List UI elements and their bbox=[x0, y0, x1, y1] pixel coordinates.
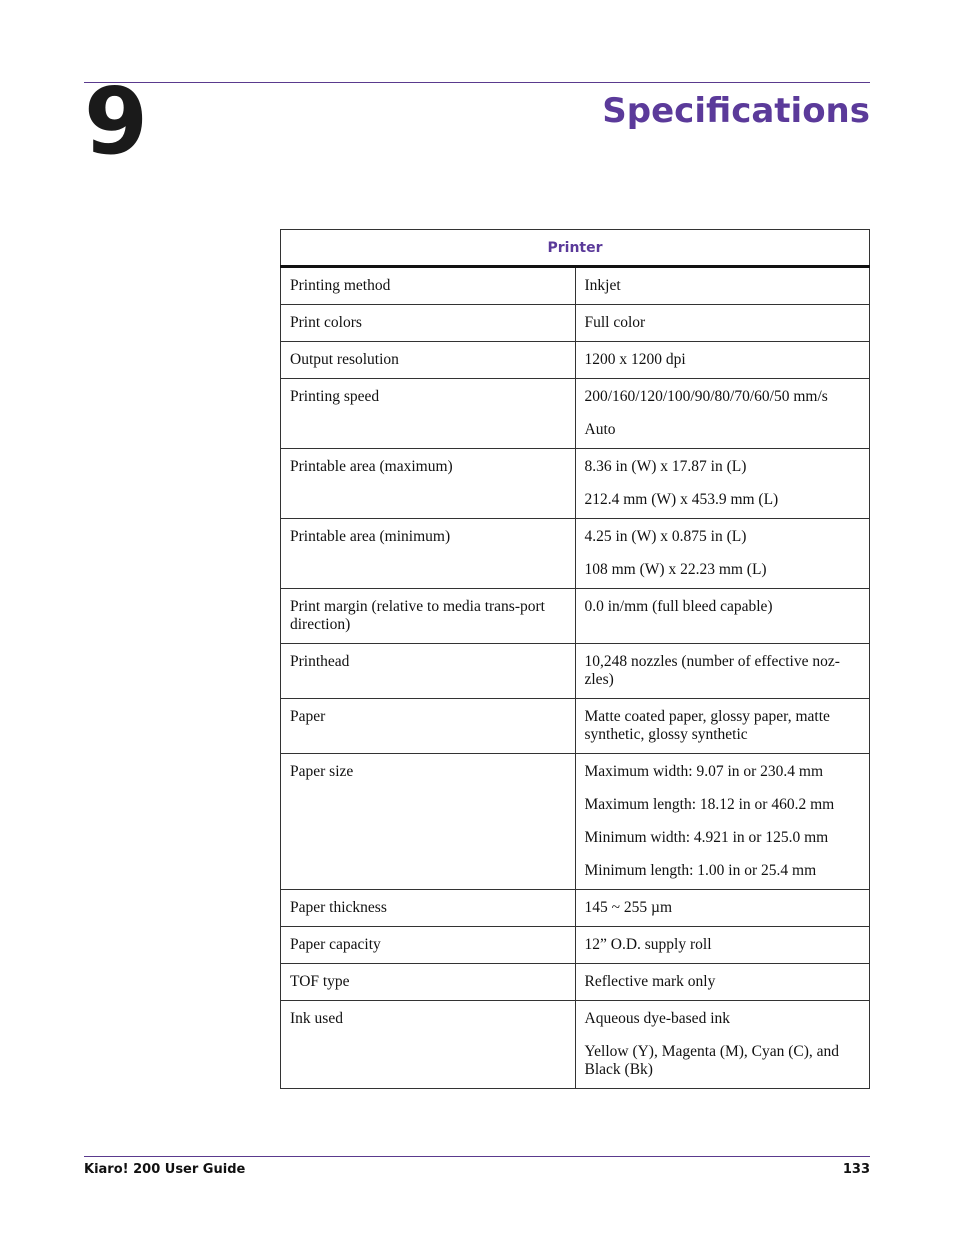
spec-value-line: Minimum length: 1.00 in or 25.4 mm bbox=[584, 862, 817, 879]
spec-value bbox=[575, 519, 870, 589]
spec-value bbox=[575, 342, 870, 379]
spec-value-line: Aqueous dye-based ink bbox=[584, 1010, 730, 1027]
spec-value-line: 200/160/120/100/90/80/70/60/50 mm/s bbox=[584, 388, 828, 405]
spec-value bbox=[575, 449, 870, 519]
spec-value bbox=[575, 305, 870, 342]
spec-value-line: Full color bbox=[584, 314, 646, 331]
spec-value bbox=[575, 699, 870, 754]
table-row bbox=[281, 519, 870, 589]
table-row bbox=[281, 699, 870, 754]
spec-label: Ink used bbox=[281, 1001, 576, 1089]
chapter-title: Specifications bbox=[602, 91, 870, 131]
spec-value bbox=[575, 890, 870, 927]
table-row bbox=[281, 379, 870, 449]
spec-label: Paper bbox=[281, 699, 576, 754]
spec-value-line: 1200 x 1200 dpi bbox=[584, 351, 686, 368]
table-row bbox=[281, 890, 870, 927]
spec-value-line: Maximum width: 9.07 in or 230.4 mm bbox=[584, 763, 824, 780]
table-row bbox=[281, 644, 870, 699]
spec-value bbox=[575, 589, 870, 644]
chapter-number: 9 bbox=[84, 68, 147, 175]
spec-label: Paper thickness bbox=[281, 890, 576, 927]
spec-value bbox=[575, 379, 870, 449]
spec-label: Output resolution bbox=[281, 342, 576, 379]
spec-value bbox=[575, 1001, 870, 1089]
table-row bbox=[281, 589, 870, 644]
spec-value-line: 10,248 nozzles (number of effective noz-zles) bbox=[584, 653, 840, 688]
spec-value-line: Minimum width: 4.921 in or 125.0 mm bbox=[584, 829, 829, 846]
spec-value-line: 108 mm (W) x 22.23 mm (L) bbox=[584, 561, 767, 578]
footer-page-number: 133 bbox=[842, 1162, 870, 1177]
spec-label: Paper capacity bbox=[281, 927, 576, 964]
footer-guide-title: Kiaro! 200 User Guide bbox=[84, 1162, 246, 1177]
spec-value-line: 212.4 mm (W) x 453.9 mm (L) bbox=[584, 491, 779, 508]
spec-label: Printable area (maximum) bbox=[281, 449, 576, 519]
specifications-table bbox=[280, 229, 870, 1089]
table-row bbox=[281, 927, 870, 964]
table-row bbox=[281, 754, 870, 890]
spec-label: Printing method bbox=[281, 267, 576, 305]
spec-value-line: Reflective mark only bbox=[584, 973, 716, 990]
spec-value bbox=[575, 267, 870, 305]
table-row bbox=[281, 342, 870, 379]
table-body bbox=[281, 267, 870, 1089]
spec-value-line: 4.25 in (W) x 0.875 in (L) bbox=[584, 528, 747, 545]
table-header: Printer bbox=[281, 230, 870, 267]
spec-label: Print colors bbox=[281, 305, 576, 342]
spec-label: Printing speed bbox=[281, 379, 576, 449]
spec-value bbox=[575, 964, 870, 1001]
spec-value-line: 12” O.D. supply roll bbox=[584, 936, 712, 953]
spec-label: Print margin (relative to media trans-port direction) bbox=[281, 589, 576, 644]
table-row bbox=[281, 1001, 870, 1089]
table-row bbox=[281, 267, 870, 305]
top-rule bbox=[84, 82, 870, 83]
table-row bbox=[281, 449, 870, 519]
spec-value-line: 0.0 in/mm (full bleed capable) bbox=[584, 598, 773, 615]
table-header-row bbox=[281, 230, 870, 267]
spec-value-line: Maximum length: 18.12 in or 460.2 mm bbox=[584, 796, 835, 813]
spec-label: Paper size bbox=[281, 754, 576, 890]
spec-value-line: Auto bbox=[584, 421, 616, 438]
table-row bbox=[281, 305, 870, 342]
spec-value-line: Inkjet bbox=[584, 277, 621, 294]
spec-label: Printable area (minimum) bbox=[281, 519, 576, 589]
spec-value bbox=[575, 754, 870, 890]
spec-value-line: 8.36 in (W) x 17.87 in (L) bbox=[584, 458, 747, 475]
spec-value-line: 145 ~ 255 µm bbox=[584, 899, 672, 916]
spec-value-line: Matte coated paper, glossy paper, matte synthetic, glossy synthetic bbox=[584, 708, 830, 743]
bottom-rule bbox=[84, 1156, 870, 1157]
spec-value bbox=[575, 644, 870, 699]
spec-label: Printhead bbox=[281, 644, 576, 699]
spec-value-line: Yellow (Y), Magenta (M), Cyan (C), and Black (Bk) bbox=[584, 1043, 840, 1078]
spec-value bbox=[575, 927, 870, 964]
table-row bbox=[281, 964, 870, 1001]
spec-label: TOF type bbox=[281, 964, 576, 1001]
